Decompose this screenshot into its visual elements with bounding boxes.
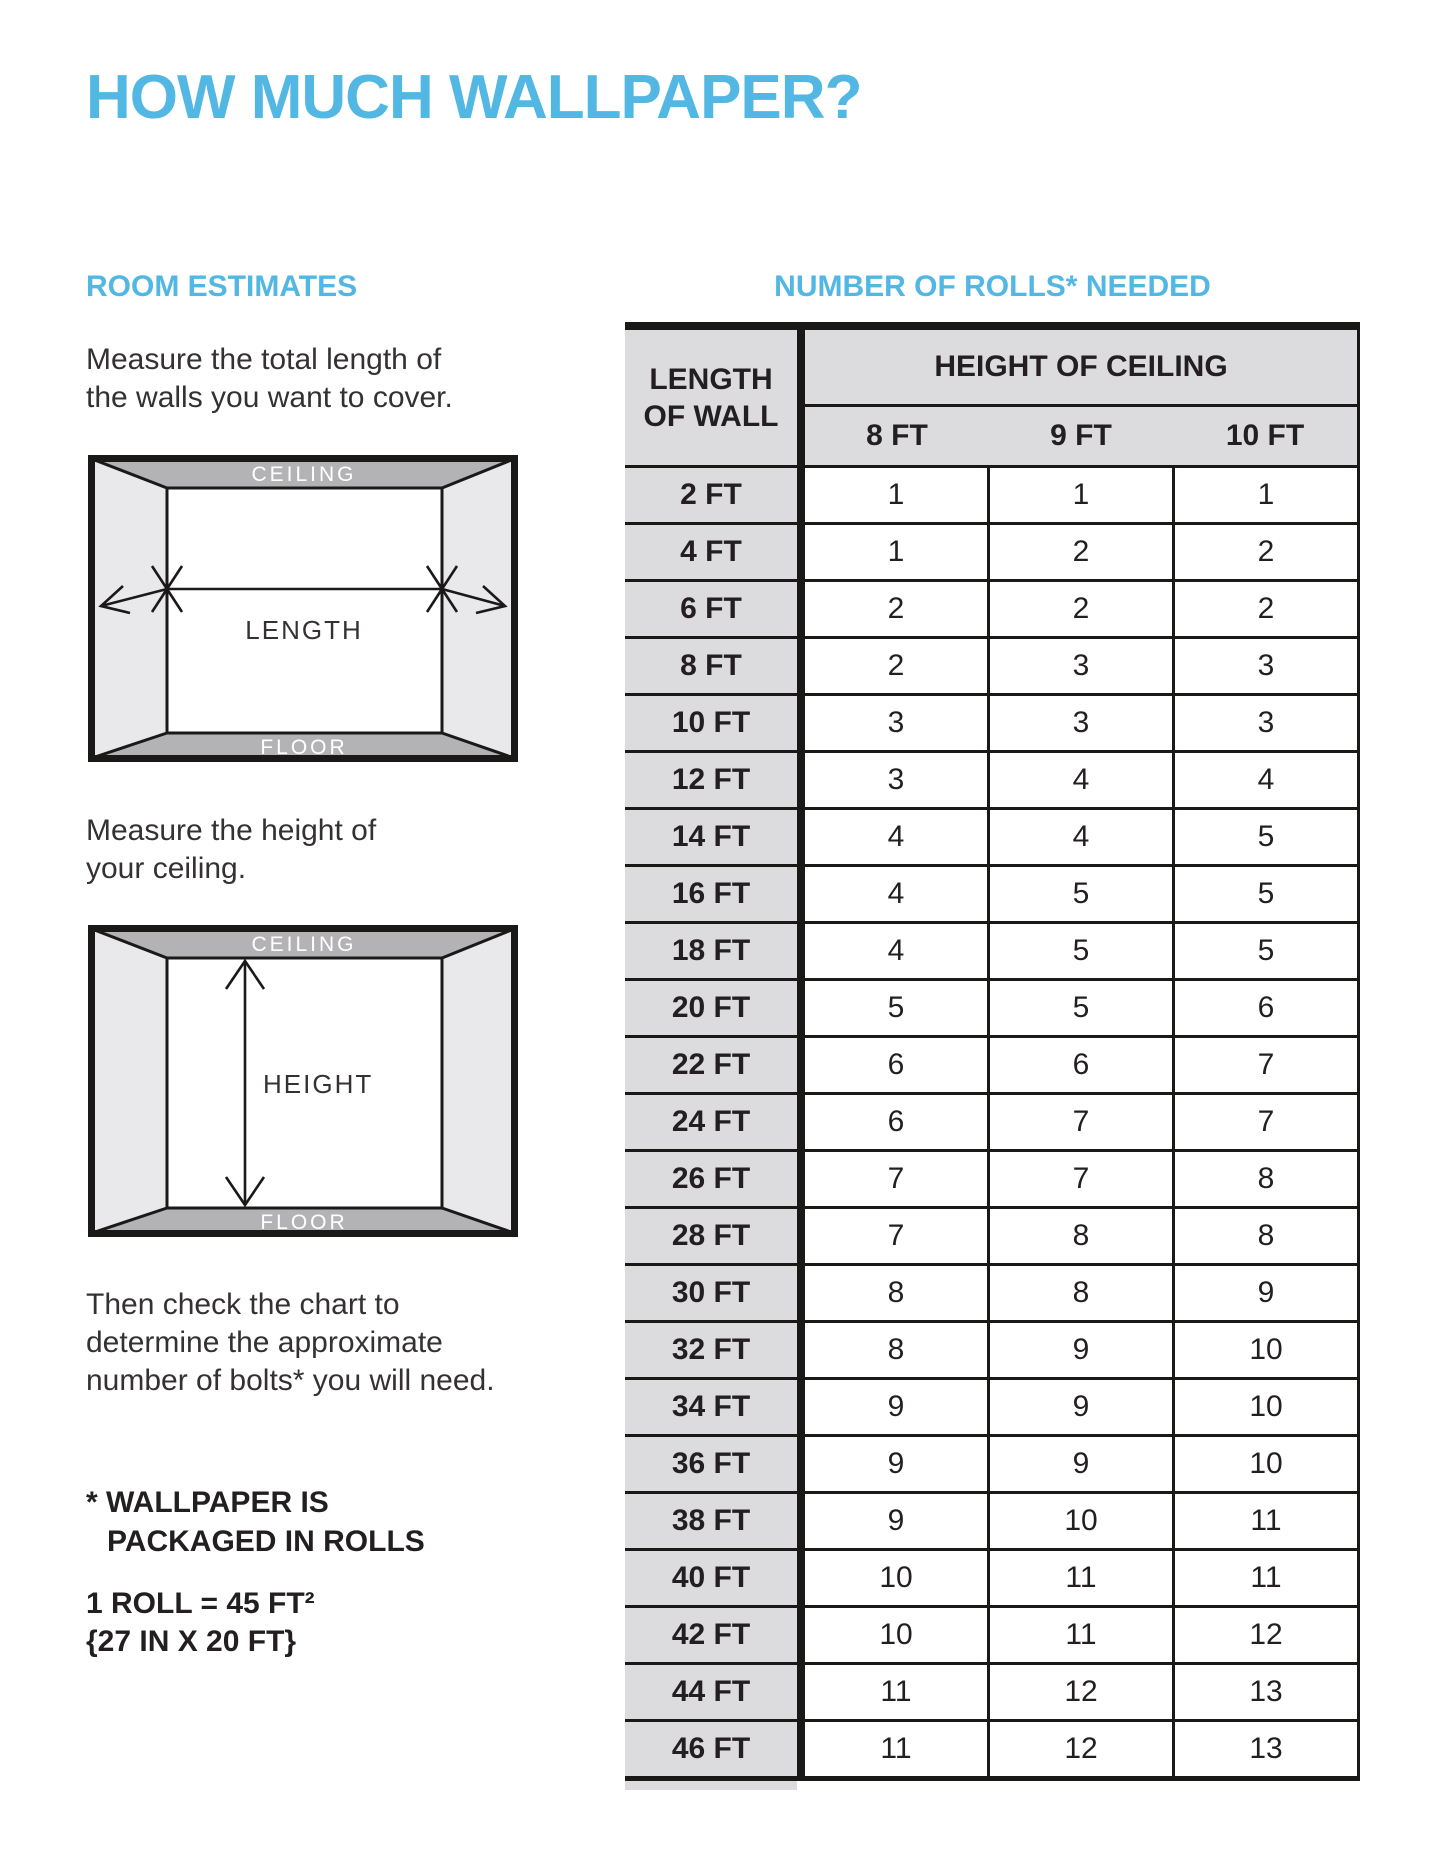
ceiling-label: CEILING [251, 933, 357, 956]
value-cell: 8 [987, 1266, 1172, 1320]
table-row [625, 978, 1357, 1035]
row-label-cell: 30 FT [625, 1266, 805, 1320]
room-estimates-heading: ROOM ESTIMATES [86, 270, 358, 303]
table-row [625, 1092, 1357, 1149]
value-cell: 10 [805, 1551, 987, 1605]
row-label-cell: 8 FT [625, 639, 805, 693]
value-cell: 3 [805, 753, 987, 807]
table-row [625, 1035, 1357, 1092]
value-cell: 5 [1172, 924, 1357, 978]
value-cell: 5 [987, 981, 1172, 1035]
value-cell: 7 [805, 1209, 987, 1263]
page-title: HOW MUCH WALLPAPER? [86, 63, 862, 132]
row-label-cell: 40 FT [625, 1551, 805, 1605]
row-label-cell: 22 FT [625, 1038, 805, 1092]
table-row [625, 1320, 1357, 1377]
value-cell: 12 [987, 1722, 1172, 1776]
back-wall [167, 488, 442, 733]
value-cell: 10 [987, 1494, 1172, 1548]
value-cell: 12 [1172, 1608, 1357, 1662]
value-cell: 3 [987, 696, 1172, 750]
table-row [625, 522, 1357, 579]
ceiling-height-subheader [805, 407, 1357, 465]
value-cell: 5 [987, 867, 1172, 921]
value-cell: 1 [987, 468, 1172, 522]
row-label-cell: 46 FT [625, 1722, 805, 1776]
value-cell: 9 [987, 1437, 1172, 1491]
rolls-needed-heading: NUMBER OF ROLLS* NEEDED [774, 270, 1211, 303]
value-cell: 5 [805, 981, 987, 1035]
value-cell: 1 [1172, 468, 1357, 522]
row-label-cell: 34 FT [625, 1380, 805, 1434]
value-cell: 4 [987, 753, 1172, 807]
height-label: HEIGHT [263, 1069, 374, 1099]
table-row [625, 1149, 1357, 1206]
value-cell: 2 [1172, 582, 1357, 636]
row-label-cell: 4 FT [625, 525, 805, 579]
row-label-cell: 36 FT [625, 1437, 805, 1491]
value-cell: 7 [987, 1152, 1172, 1206]
table-row [625, 1434, 1357, 1491]
value-cell: 11 [1172, 1494, 1357, 1548]
row-label-cell: 2 FT [625, 468, 805, 522]
value-cell: 9 [805, 1437, 987, 1491]
value-cell: 6 [805, 1038, 987, 1092]
value-cell: 11 [805, 1722, 987, 1776]
value-cell: 6 [805, 1095, 987, 1149]
table-row [625, 1548, 1357, 1605]
table-rows [625, 465, 1357, 1776]
value-cell: 8 [805, 1266, 987, 1320]
row-label-cell: 24 FT [625, 1095, 805, 1149]
value-cell: 11 [805, 1665, 987, 1719]
value-cell: 11 [987, 1551, 1172, 1605]
table-row [625, 1605, 1357, 1662]
value-cell: 2 [1172, 525, 1357, 579]
value-cell: 8 [805, 1323, 987, 1377]
table-row [625, 1491, 1357, 1548]
row-label-cell: 14 FT [625, 810, 805, 864]
row-label-cell: 16 FT [625, 867, 805, 921]
table-row [625, 1662, 1357, 1719]
roll-size-info: 1 ROLL = 45 FT² {27 IN X 20 FT} [86, 1587, 315, 1658]
value-cell: 4 [805, 924, 987, 978]
row-label-cell: 42 FT [625, 1608, 805, 1662]
value-cell: 6 [987, 1038, 1172, 1092]
value-cell: 6 [1172, 981, 1357, 1035]
table-row [625, 750, 1357, 807]
ceiling-label: CEILING [251, 463, 357, 486]
value-cell: 3 [987, 639, 1172, 693]
value-cell: 1 [805, 468, 987, 522]
col-header-10ft: 10 FT [1225, 419, 1305, 452]
value-cell: 10 [1172, 1380, 1357, 1434]
value-cell: 7 [1172, 1095, 1357, 1149]
table-row [625, 1263, 1357, 1320]
table-column-stub [625, 1781, 797, 1790]
value-cell: 4 [805, 810, 987, 864]
table-row [625, 921, 1357, 978]
value-cell: 10 [805, 1608, 987, 1662]
row-label-cell: 44 FT [625, 1665, 805, 1719]
table-row [625, 807, 1357, 864]
value-cell: 12 [987, 1665, 1172, 1719]
value-cell: 13 [1172, 1722, 1357, 1776]
value-cell: 5 [1172, 867, 1357, 921]
row-label-cell: 20 FT [625, 981, 805, 1035]
room-length-diagram [88, 455, 518, 762]
value-cell: 10 [1172, 1323, 1357, 1377]
table-row [625, 636, 1357, 693]
row-label-cell: 32 FT [625, 1323, 805, 1377]
value-cell: 9 [1172, 1266, 1357, 1320]
row-label-cell: 38 FT [625, 1494, 805, 1548]
table-row [625, 693, 1357, 750]
row-label-cell: 6 FT [625, 582, 805, 636]
floor-label: FLOOR [260, 1211, 348, 1234]
value-cell: 3 [805, 696, 987, 750]
value-cell: 2 [805, 639, 987, 693]
value-cell: 11 [987, 1608, 1172, 1662]
value-cell: 9 [805, 1380, 987, 1434]
value-cell: 1 [805, 525, 987, 579]
row-label-cell: 18 FT [625, 924, 805, 978]
row-label-cell: 26 FT [625, 1152, 805, 1206]
value-cell: 11 [1172, 1551, 1357, 1605]
value-cell: 4 [987, 810, 1172, 864]
col-header-8ft: 8 FT [866, 419, 928, 452]
room-height-diagram [88, 925, 518, 1237]
length-of-wall-header: LENGTH OF WALL [625, 330, 805, 465]
table-row [625, 1719, 1357, 1776]
step3-text: Then check the chart to determine the approximate number of bolts* you will need. [86, 1288, 495, 1397]
value-cell: 7 [1172, 1038, 1357, 1092]
table-row [625, 1206, 1357, 1263]
value-cell: 13 [1172, 1665, 1357, 1719]
value-cell: 7 [987, 1095, 1172, 1149]
row-label-cell: 10 FT [625, 696, 805, 750]
table-row [625, 579, 1357, 636]
value-cell: 5 [1172, 810, 1357, 864]
value-cell: 8 [987, 1209, 1172, 1263]
row-label-cell: 12 FT [625, 753, 805, 807]
value-cell: 9 [805, 1494, 987, 1548]
value-cell: 7 [805, 1152, 987, 1206]
value-cell: 2 [987, 582, 1172, 636]
wallpaper-rolls-footnote: * WALLPAPER IS PACKAGED IN ROLLS [86, 1486, 425, 1558]
value-cell: 8 [1172, 1152, 1357, 1206]
value-cell: 4 [1172, 753, 1357, 807]
length-label: LENGTH [245, 615, 363, 645]
value-cell: 3 [1172, 639, 1357, 693]
step2-text: Measure the height of your ceiling. [86, 814, 377, 885]
value-cell: 10 [1172, 1437, 1357, 1491]
value-cell: 2 [805, 582, 987, 636]
height-of-ceiling-header: HEIGHT OF CEILING [805, 330, 1357, 407]
col-header-9ft: 9 FT [1050, 419, 1112, 452]
table-row [625, 465, 1357, 522]
table-row [625, 1377, 1357, 1434]
table-row [625, 864, 1357, 921]
step1-text: Measure the total length of the walls you want to cover. [86, 343, 453, 414]
value-cell: 3 [1172, 696, 1357, 750]
floor-label: FLOOR [260, 736, 348, 759]
value-cell: 5 [987, 924, 1172, 978]
value-cell: 9 [987, 1380, 1172, 1434]
value-cell: 9 [987, 1323, 1172, 1377]
value-cell: 8 [1172, 1209, 1357, 1263]
table-header [625, 330, 1357, 465]
rolls-table [625, 322, 1360, 1781]
value-cell: 4 [805, 867, 987, 921]
value-cell: 2 [987, 525, 1172, 579]
row-label-cell: 28 FT [625, 1209, 805, 1263]
